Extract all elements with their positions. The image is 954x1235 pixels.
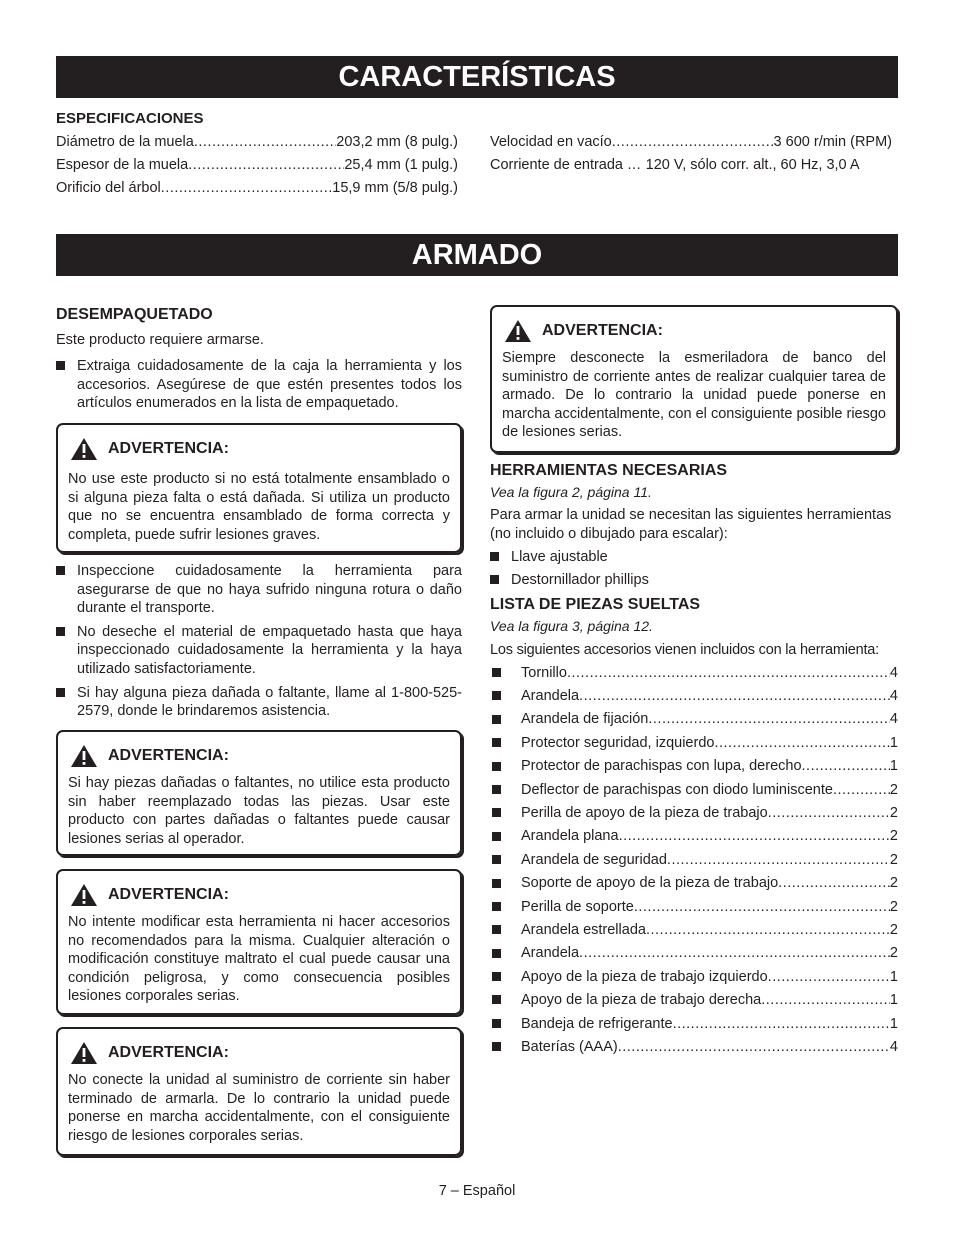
spec-label: Corriente de entrada bbox=[490, 157, 623, 173]
spec-label: Espesor de la muela bbox=[56, 157, 189, 173]
spec-row bbox=[490, 156, 892, 174]
part-qty: 4 bbox=[889, 664, 898, 681]
list-item-text: Destornillador phillips bbox=[511, 571, 649, 588]
list-item bbox=[490, 848, 898, 871]
leader-dots bbox=[188, 156, 344, 174]
especificaciones-heading: ESPECIFICACIONES bbox=[56, 110, 204, 127]
warning-text: No intente modificar esta herramienta ni hacer accesorios no recomendados para la misma. Cualquier alteración o modificación constituye maltrato el cual puede causar una condición peligrosa, y como consecuencia posibles lesiones corporales serias. bbox=[68, 914, 450, 1005]
part-qty: 2 bbox=[889, 805, 898, 822]
list-item bbox=[56, 357, 462, 413]
part-name: Protector de parachispas con lupa, derecho bbox=[521, 758, 802, 775]
warning-box bbox=[56, 869, 462, 1015]
herramientas-ref: Vea la figura 2, página 11. bbox=[490, 484, 652, 500]
warning-header bbox=[70, 883, 229, 907]
part-qty: 1 bbox=[889, 758, 898, 775]
list-item bbox=[490, 731, 898, 754]
leader-dots bbox=[761, 992, 890, 1008]
spec-row bbox=[56, 156, 458, 174]
part-qty: 2 bbox=[889, 875, 898, 892]
part-name: Bandeja de refrigerante bbox=[521, 1015, 673, 1032]
part-qty: 2 bbox=[889, 898, 898, 915]
warning-triangle-icon bbox=[70, 1041, 98, 1065]
spec-value: 120 V, sólo corr. alt., 60 Hz, 3,0 A bbox=[645, 157, 860, 173]
piezas-list bbox=[490, 661, 898, 1059]
warning-box bbox=[56, 1027, 462, 1156]
part-qty: 2 bbox=[889, 921, 898, 938]
square-bullet-icon bbox=[56, 361, 65, 370]
part-name: Apoyo de la pieza de trabajo derecha bbox=[521, 992, 762, 1009]
leader-dots bbox=[667, 852, 890, 868]
list-item-text: Llave ajustable bbox=[511, 549, 608, 565]
page-footer: 7 – Español bbox=[438, 1183, 516, 1199]
part-name: Arandela bbox=[521, 945, 580, 962]
part-name: Perilla de soporte bbox=[521, 898, 634, 915]
square-bullet-icon bbox=[492, 972, 501, 981]
leader-dots: ... bbox=[623, 157, 646, 173]
spec-value: 203,2 mm (8 pulg.) bbox=[336, 134, 458, 150]
part-qty: 1 bbox=[889, 1015, 898, 1032]
spec-row bbox=[490, 133, 892, 151]
spec-label: Velocidad en vacío bbox=[490, 134, 612, 150]
spec-row bbox=[56, 133, 458, 151]
square-bullet-icon bbox=[492, 1019, 501, 1028]
list-item bbox=[56, 684, 462, 721]
square-bullet-icon bbox=[492, 855, 501, 864]
part-name: Protector seguridad, izquierdo bbox=[521, 734, 715, 751]
square-bullet-icon bbox=[492, 785, 501, 794]
leader-dots bbox=[161, 179, 333, 197]
warning-text: Si hay piezas dañadas o faltantes, no utilice esta producto sin haber reemplazado todas las piezas. Usar este producto con partes dañadas o faltantes puede causar lesiones serias al operador. bbox=[68, 775, 450, 847]
list-item bbox=[490, 708, 898, 731]
herramientas-intro: Para armar la unidad se necesitan las siguientes herramientas (no incluido o dibujado para escalar): bbox=[490, 507, 892, 542]
warning-header bbox=[504, 319, 663, 343]
warning-title: ADVERTENCIA: bbox=[108, 747, 229, 764]
list-item-text: No deseche el material de empaquetado hasta que haya inspeccionado cuidadosamente la herramienta y la haya utilizado satisfactoriamente. bbox=[77, 623, 462, 677]
list-item-text: Inspeccione cuidadosamente la herramienta para asegurarse de que no haya sufrido ninguna rotura o daño durante el transporte. bbox=[77, 563, 462, 617]
part-name: Perilla de apoyo de la pieza de trabajo bbox=[521, 805, 768, 822]
square-bullet-icon bbox=[492, 949, 501, 958]
leader-dots bbox=[714, 735, 889, 751]
leader-dots bbox=[634, 899, 890, 915]
warning-text: Siempre desconecte la esmeriladora de banco del suministro de corriente antes de realizar cualquier tarea de armado. De lo contrario la unidad puede ponerse en marcha accidentalmente, con el consiguiente posible riesgo de lesiones serias. bbox=[502, 350, 886, 441]
square-bullet-icon bbox=[492, 715, 501, 724]
leader-dots bbox=[768, 805, 890, 821]
spec-value: 3 600 r/min (RPM) bbox=[773, 134, 892, 150]
list-item bbox=[490, 872, 898, 895]
square-bullet-icon bbox=[492, 925, 501, 934]
list-item bbox=[490, 895, 898, 918]
square-bullet-icon bbox=[56, 566, 65, 575]
caracteristicas-banner: CARACTERÍSTICAS bbox=[56, 56, 898, 98]
warning-triangle-icon bbox=[70, 744, 98, 768]
part-name: Arandela de fijación bbox=[521, 711, 649, 728]
square-bullet-icon bbox=[490, 575, 499, 584]
desempaquetado-intro: Este producto requiere armarse. bbox=[56, 332, 264, 348]
warning-title: ADVERTENCIA: bbox=[108, 1044, 229, 1061]
square-bullet-icon bbox=[492, 995, 501, 1004]
warning-text: No use este producto si no está totalmente ensamblado o si alguna pieza falta o está dañada. Si utiliza un producto que no se encuentra ensamblado de forma correcta y completa, puede sufrir lesiones graves. bbox=[68, 471, 450, 543]
part-name: Deflector de parachispas con diodo luminiscente bbox=[521, 781, 833, 798]
list-item bbox=[490, 661, 898, 684]
part-qty: 1 bbox=[889, 734, 898, 751]
part-name: Arandela bbox=[521, 688, 580, 705]
warning-box bbox=[56, 423, 462, 553]
square-bullet-icon bbox=[56, 627, 65, 636]
herramientas-list bbox=[490, 548, 898, 589]
list-item bbox=[490, 801, 898, 824]
list-item bbox=[490, 918, 898, 941]
square-bullet-icon bbox=[492, 808, 501, 817]
list-item bbox=[490, 965, 898, 988]
leader-dots bbox=[833, 782, 890, 798]
list-item bbox=[490, 548, 898, 567]
part-name: Soporte de apoyo de la pieza de trabajo bbox=[521, 875, 779, 892]
list-item bbox=[490, 778, 898, 801]
part-qty: 4 bbox=[889, 711, 898, 728]
warning-title: ADVERTENCIA: bbox=[108, 440, 229, 457]
part-qty: 1 bbox=[889, 968, 898, 985]
herramientas-heading: HERRAMIENTAS NECESARIAS bbox=[490, 462, 728, 479]
warning-title: ADVERTENCIA: bbox=[108, 886, 229, 903]
leader-dots bbox=[802, 758, 890, 774]
spec-row bbox=[56, 179, 458, 197]
desempaquetado-bullet-list-2 bbox=[56, 562, 462, 721]
armado-banner: ARMADO bbox=[56, 234, 898, 276]
list-item bbox=[490, 942, 898, 965]
leader-dots bbox=[567, 665, 890, 681]
spec-label: Orificio del árbol bbox=[56, 180, 161, 196]
list-item-text: Si hay alguna pieza dañada o faltante, llame al 1-800-525-2579, donde le brindaremos asistencia. bbox=[77, 684, 462, 720]
list-item bbox=[490, 988, 898, 1011]
warning-title: ADVERTENCIA: bbox=[542, 322, 663, 339]
part-qty: 4 bbox=[889, 1038, 898, 1055]
part-qty: 2 bbox=[889, 828, 898, 845]
piezas-heading: LISTA DE PIEZAS SUELTAS bbox=[490, 596, 701, 613]
part-name: Arandela plana bbox=[521, 828, 619, 845]
leader-dots bbox=[579, 945, 890, 961]
list-item bbox=[490, 1012, 898, 1035]
square-bullet-icon bbox=[492, 1042, 501, 1051]
desempaquetado-bullet-list bbox=[56, 357, 462, 413]
leader-dots bbox=[612, 133, 774, 151]
part-qty: 4 bbox=[889, 688, 898, 705]
leader-dots bbox=[618, 1039, 890, 1055]
part-qty: 1 bbox=[889, 992, 898, 1009]
square-bullet-icon bbox=[492, 738, 501, 747]
list-item bbox=[490, 1035, 898, 1058]
list-item bbox=[56, 623, 462, 679]
part-name: Apoyo de la pieza de trabajo izquierdo bbox=[521, 968, 768, 985]
spec-value: 15,9 mm (5/8 pulg.) bbox=[332, 180, 458, 196]
warning-header bbox=[70, 744, 229, 768]
piezas-ref: Vea la figura 3, página 12. bbox=[490, 618, 653, 634]
list-item bbox=[56, 562, 462, 618]
warning-triangle-icon bbox=[70, 437, 98, 461]
leader-dots bbox=[673, 1016, 890, 1032]
warning-box bbox=[56, 730, 462, 856]
part-qty: 2 bbox=[889, 945, 898, 962]
spec-label: Diámetro de la muela bbox=[56, 134, 194, 150]
leader-dots bbox=[619, 828, 890, 844]
square-bullet-icon bbox=[492, 832, 501, 841]
part-name: Arandela estrellada bbox=[521, 921, 646, 938]
piezas-intro: Los siguientes accesorios vienen incluidos con la herramienta: bbox=[490, 642, 879, 658]
part-name: Baterías (AAA) bbox=[521, 1038, 618, 1055]
square-bullet-icon bbox=[492, 879, 501, 888]
warning-triangle-icon bbox=[70, 883, 98, 907]
warning-box bbox=[490, 305, 898, 453]
square-bullet-icon bbox=[492, 762, 501, 771]
warning-header bbox=[70, 1041, 229, 1065]
square-bullet-icon bbox=[492, 902, 501, 911]
list-item bbox=[490, 684, 898, 707]
part-qty: 2 bbox=[889, 851, 898, 868]
square-bullet-icon bbox=[490, 552, 499, 561]
list-item-text: Extraiga cuidadosamente de la caja la herramienta y los accesorios. Asegúrese de que estén presentes todos los artículos enumerados en la lista de empaquetado. bbox=[77, 358, 462, 412]
part-name: Arandela de seguridad bbox=[521, 851, 667, 868]
square-bullet-icon bbox=[492, 691, 501, 700]
warning-text: No conecte la unidad al suministro de corriente sin haber terminado de armarla. De lo contrario la unidad puede ponerse en marcha accidentalmente, con el consiguiente riesgo de lesiones corporales serias. bbox=[68, 1072, 450, 1144]
leader-dots bbox=[646, 922, 890, 938]
square-bullet-icon bbox=[492, 668, 501, 677]
warning-header bbox=[70, 437, 229, 461]
leader-dots bbox=[768, 969, 890, 985]
leader-dots bbox=[194, 133, 336, 151]
square-bullet-icon bbox=[56, 688, 65, 697]
leader-dots bbox=[778, 875, 890, 891]
leader-dots bbox=[579, 688, 890, 704]
desempaquetado-heading: DESEMPAQUETADO bbox=[56, 306, 213, 323]
list-item bbox=[490, 755, 898, 778]
list-item bbox=[490, 571, 898, 590]
spec-value: 25,4 mm (1 pulg.) bbox=[344, 157, 458, 173]
part-qty: 2 bbox=[889, 781, 898, 798]
leader-dots bbox=[648, 711, 890, 727]
warning-triangle-icon bbox=[504, 319, 532, 343]
part-name: Tornillo bbox=[521, 664, 567, 681]
list-item bbox=[490, 825, 898, 848]
